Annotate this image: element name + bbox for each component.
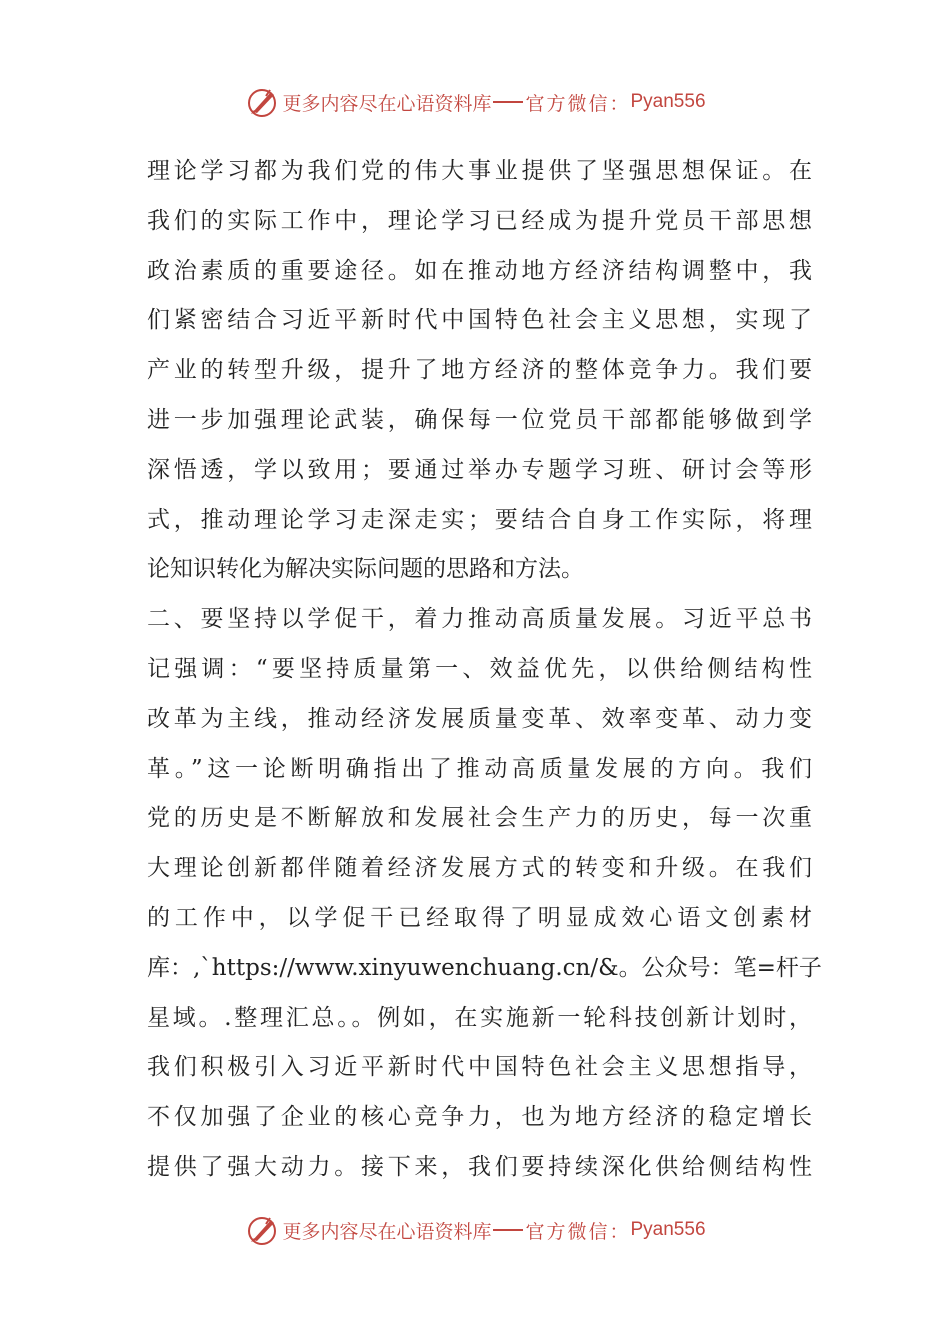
body-line: 我们积极引入习近平新时代中国特色社会主义思想指导， <box>147 1054 812 1081</box>
body-line: 改革为主线，推动经济发展质量变革、效率变革、动力变 <box>147 705 812 732</box>
body-line: 革。”这一论断明确指出了推动高质量发展的方向。我们 <box>147 755 812 782</box>
body-line: 产业的转型升级，提升了地方经济的整体竞争力。我们要 <box>147 357 812 384</box>
footer-dash <box>493 1229 523 1231</box>
body-line: 政治素质的重要途径。如在推动地方经济结构调整中，我 <box>147 257 812 284</box>
section-heading-line: 二、要坚持以学促干，着力推动高质量发展。习近平总书 <box>147 606 812 633</box>
body-line: 们紧密结合习近平新时代中国特色社会主义思想，实现了 <box>147 307 812 334</box>
body-line: 的工作中，以学促干已经取得了明显成效心语文创素材 <box>147 904 812 931</box>
footer-brand-text: 更多内容尽在心语资料库 <box>282 1220 492 1243</box>
header-watermark <box>0 82 950 122</box>
footer-wechat-handle: Pyan556 <box>630 1219 706 1240</box>
footer-watermark <box>0 1210 950 1250</box>
body-line: 星域。.整理汇总。。例如，在实施新一轮科技创新计划时， <box>147 1004 812 1031</box>
body-line: 不仅加强了企业的核心竞争力，也为地方经济的稳定增长 <box>147 1104 812 1131</box>
body-line: 记强调：“要坚持质量第一、效益优先，以供给侧结构性 <box>147 655 812 682</box>
body-line: 大理论创新都伴随着经济发展方式的转变和升级。在我们 <box>147 855 812 882</box>
header-dash <box>493 101 523 103</box>
footer-official-label: 官方微信： <box>525 1220 631 1243</box>
document-body <box>147 147 822 1193</box>
header-brand-text: 更多内容尽在心语资料库 <box>282 92 492 115</box>
body-line: 库：,`https://www.xinyuwenchuang.cn/&。公众号：笔=杆子 <box>147 954 822 981</box>
body-line: 进一步加强理论武装，确保每一位党员干部都能够做到学 <box>147 406 812 433</box>
body-line: 论知识转化为解决实际问题的思路和方法。 <box>147 556 584 583</box>
header-wechat-handle: Pyan556 <box>630 91 706 112</box>
body-line: 我们的实际工作中，理论学习已经成为提升党员干部思想 <box>147 207 812 234</box>
body-line: 式，推动理论学习走深走实；要结合自身工作实际，将理 <box>147 506 812 533</box>
body-line: 提供了强大动力。接下来，我们要持续深化供给侧结构性 <box>147 1153 812 1180</box>
body-line: 理论学习都为我们党的伟大事业提供了坚强思想保证。在 <box>147 158 812 184</box>
header-official-label: 官方微信： <box>525 92 631 115</box>
quill-logo-icon <box>244 1212 280 1248</box>
body-line: 深悟透，学以致用；要通过举办专题学习班、研讨会等形 <box>147 456 812 483</box>
quill-logo-icon <box>244 84 280 120</box>
body-line: 党的历史是不断解放和发展社会生产力的历史，每一次重 <box>147 805 812 832</box>
